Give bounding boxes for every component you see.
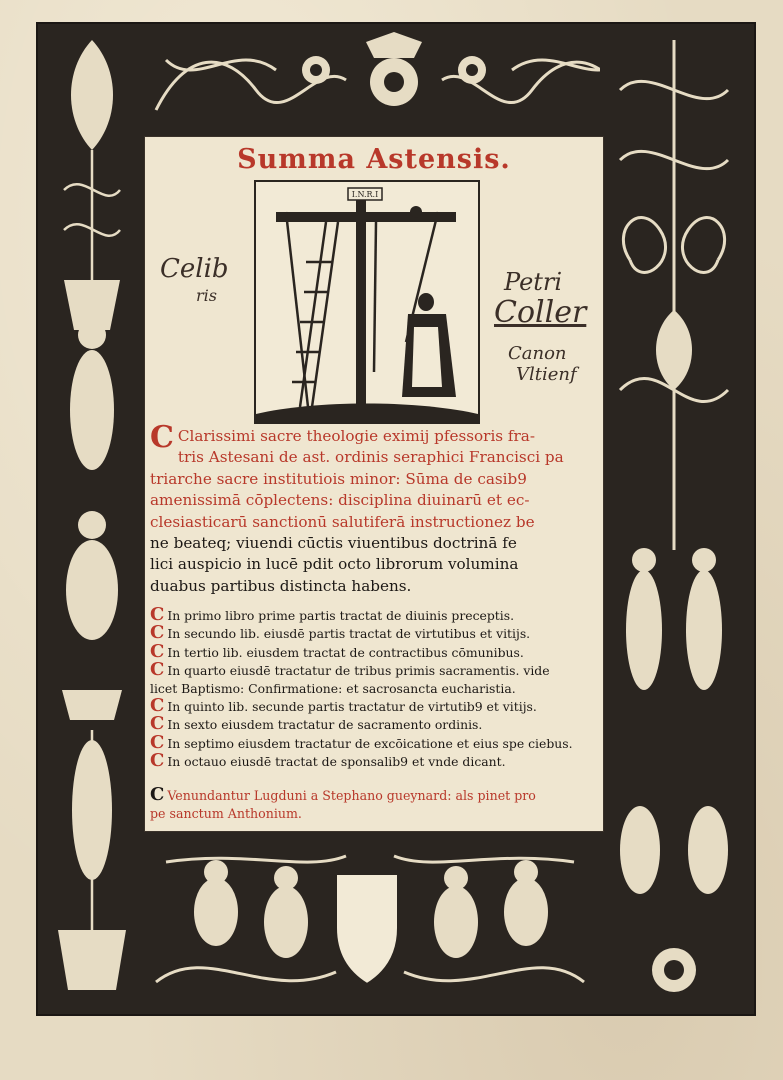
handwritten-inscription-right bbox=[482, 268, 602, 385]
intro-black-1: ne beateq; viuendi cūctis viuentibus doctrinā fe bbox=[150, 534, 517, 553]
blank-shield bbox=[334, 868, 400, 986]
intro-red-4: amenissimā cōplectens: disciplina diuinarū et ec- bbox=[150, 491, 530, 510]
inscription-right-1: Petri bbox=[504, 268, 563, 296]
list-item: C In sexto eiusdem tractatur de sacramento ordinis. bbox=[150, 713, 483, 735]
list-item: C In quinto lib. secunde partis tractatur de virtutib9 et vitijs. bbox=[150, 695, 537, 717]
intro-black-2: lici auspicio in lucē pdit octo librorum volumina bbox=[150, 555, 519, 574]
pilcrow-mark: C bbox=[150, 420, 174, 455]
handwritten-inscription-left-2: ris bbox=[196, 286, 217, 305]
inscription-right-3: Canon bbox=[508, 343, 567, 364]
intro-black-3: duabus partibus distincta habens. bbox=[150, 576, 412, 595]
intro-red-3: triarche sacre institutiois minor: Sūma de casib9 bbox=[150, 469, 527, 488]
top-ornament-band bbox=[146, 30, 642, 134]
left-ornament-band bbox=[44, 30, 140, 1006]
list-item-continuation: licet Baptismo: Confirmatione: et sacrosancta eucharistia. bbox=[150, 680, 516, 696]
intro-red-5: clesiasticarū sanctionū salutiferā instructionez be bbox=[150, 512, 535, 531]
list-item: C In primo libro prime partis tractat de diuinis preceptis. bbox=[150, 604, 515, 625]
page-title: Summa Astensis. bbox=[237, 144, 511, 175]
inscription-right-2: Coller bbox=[494, 295, 587, 330]
book-contents-list bbox=[150, 606, 604, 771]
list-item: C In quarto eiusdē tractatur de tribus primis sacramentis. vide bbox=[150, 659, 550, 681]
inri-label: I.N.R.I bbox=[351, 190, 379, 199]
list-item: C In octauo eiusdē tractat de sponsalib9 et vnde dicant. bbox=[150, 750, 506, 772]
right-ornament-band bbox=[600, 30, 748, 1006]
title-panel bbox=[144, 136, 604, 832]
intro-red-1: Clarissimi sacre theologie eximij pfessoris fra- bbox=[177, 427, 535, 445]
imprint-line-2: pe sanctum Anthonium. bbox=[150, 805, 302, 821]
crucifixion-woodcut bbox=[254, 180, 480, 424]
imprint-line-1: Venundantur Lugduni a Stephano gueynard: als pinet pro bbox=[167, 788, 536, 803]
inscription-right-4: Vltienf bbox=[516, 364, 577, 385]
list-item: C In septimo eiusdem tractatur de excōicatione et eius spe ciebus. bbox=[150, 731, 573, 753]
list-item: C In secundo lib. eiusdē partis tractat de virtutibus et vitijs. bbox=[150, 622, 531, 644]
title-description bbox=[150, 420, 598, 597]
intro-red-2: tris Astesani de ast. ordinis seraphici Francisci pa bbox=[177, 448, 564, 467]
list-item: C In tertio lib. eiusdem tractat de contractibus cōmunibus. bbox=[150, 640, 524, 662]
imprint: C Venundantur Lugduni a Stephano gueynard: als pinet pro pe sanctum Anthonium. bbox=[150, 786, 604, 823]
handwritten-inscription-left: Celib bbox=[160, 254, 229, 284]
